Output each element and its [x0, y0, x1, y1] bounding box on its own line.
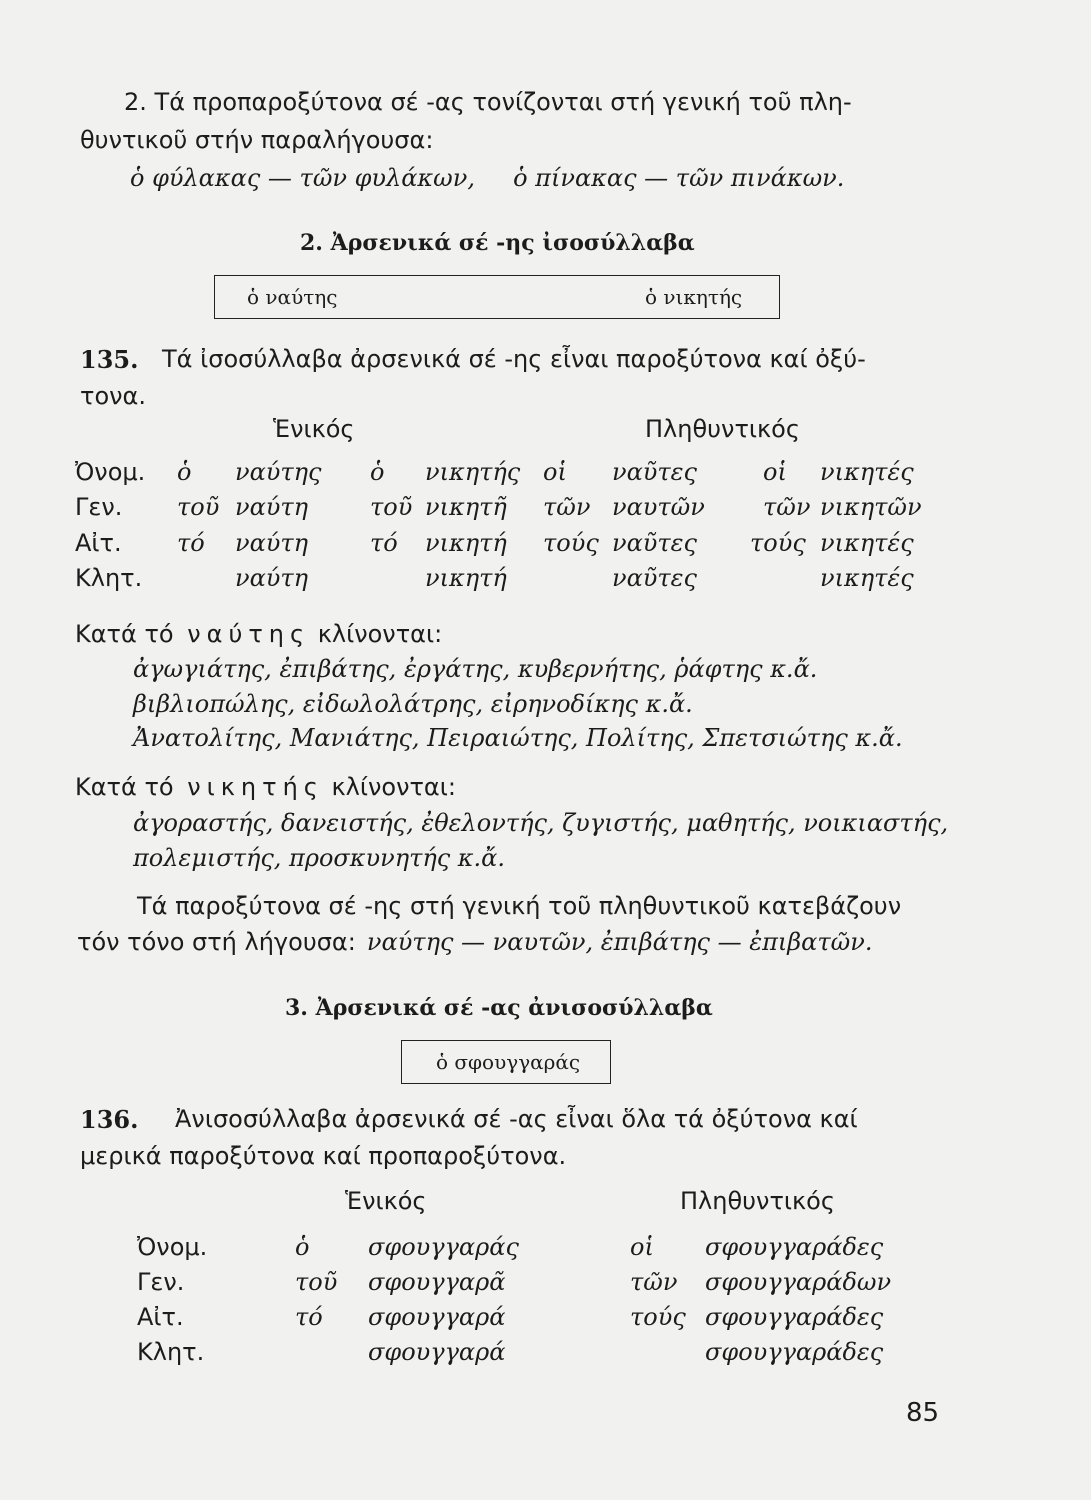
article: τούς: [543, 529, 599, 557]
article: τοῦ: [177, 493, 220, 521]
article: τούς: [630, 1303, 686, 1331]
article: ὁ: [295, 1233, 310, 1261]
paragraph-number-135: 135.: [80, 345, 139, 374]
form: ναύτη: [235, 564, 309, 592]
box-word-nikitis: ὁ νικητής: [645, 285, 743, 309]
rule2-line2: [77, 928, 872, 956]
form: ναῦτες: [612, 458, 697, 486]
case-label: Γεν.: [75, 493, 123, 521]
form: ναῦτες: [612, 529, 697, 557]
article: ὁ: [370, 458, 385, 486]
decl1-line1: ἀγωγιάτης, ἐπιβάτης, ἐργάτης, κυβερνήτης, ῥάφτης κ.ἄ.: [133, 655, 818, 683]
singular-header-136: Ἑνικός: [345, 1187, 427, 1215]
form: νικητές: [820, 529, 914, 557]
decl2-heading: [75, 773, 456, 801]
section3-example-box: [401, 1040, 611, 1084]
form: σφουγγαρά: [368, 1338, 506, 1366]
decl1-prefix: Κατά τό: [75, 620, 174, 648]
decl1-line2: βιβλιοπώλης, εἰδωλολάτρης, εἰρηνοδίκης κ.ἄ.: [133, 690, 693, 718]
rule2-line2-italic: ναύτης — ναυτῶν, ἐπιβάτης — ἐπιβατῶν.: [366, 928, 873, 956]
form: ναυτῶν: [612, 493, 705, 521]
form: νικητῶν: [820, 493, 922, 521]
article: τούς: [750, 529, 806, 557]
section3-heading: 3. Ἀρσενικά σέ -ας ἀνισοσύλλαβα: [285, 995, 713, 1021]
case-label: Αἰτ.: [137, 1303, 184, 1331]
para136-line2: μερικά παροξύτονα καί προπαροξύτονα.: [80, 1142, 567, 1170]
decl2-word: νικητής: [187, 773, 324, 801]
decl1-line3: Ἀνατολίτης, Μανιάτης, Πειραιώτης, Πολίτης, Σπετσιώτης κ.ἄ.: [133, 724, 903, 752]
form: σφουγγαράδες: [705, 1338, 884, 1366]
article: οἱ: [543, 458, 567, 486]
form: ναύτη: [235, 493, 309, 521]
form: σφουγγαράδων: [705, 1268, 892, 1296]
case-label: Ὀνομ.: [75, 458, 146, 486]
form: σφουγγαράδες: [705, 1233, 884, 1261]
article: τό: [295, 1303, 323, 1331]
decl2-prefix: Κατά τό: [75, 773, 174, 801]
form: νικητῆ: [425, 493, 507, 521]
form: νικητή: [425, 529, 507, 557]
form: ναῦτες: [612, 564, 697, 592]
intro-rule-line1: 2. Τά προπαροξύτονα σέ -ας τονίζονται στή γενική τοῦ πλη-: [124, 88, 852, 116]
intro-rule-line2: θυντικοῦ στήν παραλήγουσα:: [80, 126, 434, 154]
case-label: Αἰτ.: [75, 529, 122, 557]
singular-header: Ἑνικός: [273, 415, 355, 443]
decl2-line1: ἀγοραστής, δανειστής, ἐθελοντής, ζυγιστής, μαθητής, νοικιαστής,: [133, 809, 949, 837]
box-word-nautis: ὁ ναύτης: [247, 285, 338, 309]
article: τό: [177, 529, 205, 557]
rule2-line1: Τά παροξύτονα σέ -ης στή γενική τοῦ πληθυντικοῦ κατεβάζουν: [137, 892, 902, 920]
article: τῶν: [630, 1268, 678, 1296]
article: τῶν: [763, 493, 811, 521]
form: νικητή: [425, 564, 507, 592]
case-label: Ὀνομ.: [137, 1233, 208, 1261]
form: νικητής: [425, 458, 521, 486]
form: σφουγγαράδες: [705, 1303, 884, 1331]
decl2-line2: πολεμιστής, προσκυνητής κ.ἄ.: [133, 844, 505, 872]
rule2-line2-plain: τόν τόνο στή λήγουσα:: [77, 928, 356, 956]
form: νικητές: [820, 458, 914, 486]
decl2-suffix: κλίνονται:: [331, 773, 456, 801]
decl1-suffix: κλίνονται:: [317, 620, 443, 648]
case-label: Κλητ.: [75, 564, 143, 592]
case-label: Γεν.: [137, 1268, 185, 1296]
form: νικητές: [820, 564, 914, 592]
article: τῶν: [543, 493, 591, 521]
form: ναύτης: [235, 458, 322, 486]
plural-header-136: Πληθυντικός: [680, 1187, 835, 1215]
section2-example-box: [214, 275, 780, 319]
page-number: 85: [906, 1398, 940, 1428]
section2-heading: 2. Ἀρσενικά σέ -ης ἰσοσύλλαβα: [300, 230, 695, 256]
intro-rule-example: ὁ φύλακας — τῶν φυλάκων, ὁ πίνακας — τῶν πινάκων.: [130, 164, 845, 192]
article: οἱ: [763, 458, 787, 486]
article: οἱ: [630, 1233, 654, 1261]
form: σφουγγαρᾶ: [368, 1268, 506, 1296]
article: ὁ: [177, 458, 192, 486]
para135-line1: Τά ἰσοσύλλαβα ἀρσενικά σέ -ης εἶναι παροξύτονα καί ὀξύ-: [162, 345, 866, 373]
article: τό: [370, 529, 398, 557]
case-label: Κλητ.: [137, 1338, 205, 1366]
decl1-word: ναύτης: [187, 620, 311, 648]
box-word-sfouggaras: ὁ σφουγγαράς: [436, 1050, 581, 1074]
form: ναύτη: [235, 529, 309, 557]
plural-header: Πληθυντικός: [645, 415, 800, 443]
article: τοῦ: [370, 493, 413, 521]
form: σφουγγαράς: [368, 1233, 519, 1261]
paragraph-number-136: 136.: [80, 1105, 139, 1134]
form: σφουγγαρά: [368, 1303, 506, 1331]
para136-line1: Ἀνισοσύλλαβα ἀρσενικά σέ -ας εἶναι ὅλα τά ὀξύτονα καί: [175, 1105, 858, 1133]
article: τοῦ: [295, 1268, 338, 1296]
para135-line2: τονα.: [80, 382, 146, 410]
decl1-heading: [75, 620, 442, 648]
